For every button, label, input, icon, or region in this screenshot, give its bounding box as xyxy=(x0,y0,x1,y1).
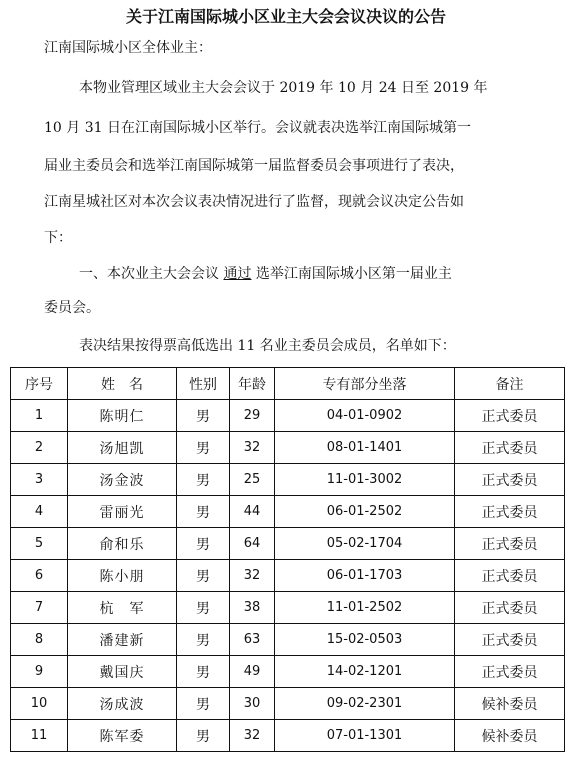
cell-gender: 男 xyxy=(177,432,230,464)
cell-unit: 08-01-1401 xyxy=(275,432,455,464)
cell-name: 戴国庆 xyxy=(68,656,177,688)
header-name: 姓 名 xyxy=(68,368,177,400)
cell-note: 正式委员 xyxy=(455,464,565,496)
cell-note: 候补委员 xyxy=(455,720,565,752)
resolution-prefix: 一、本次业主大会会议 xyxy=(79,266,219,282)
cell-unit: 05-02-1704 xyxy=(275,528,455,560)
table-row xyxy=(11,400,565,432)
page-title: 关于江南国际城小区业主大会会议决议的公告 xyxy=(125,7,446,26)
cell-note: 正式委员 xyxy=(455,496,565,528)
cell-name: 俞和乐 xyxy=(68,528,177,560)
cell-age: 38 xyxy=(230,592,275,624)
cell-gender: 男 xyxy=(177,624,230,656)
cell-index: 8 xyxy=(11,624,68,656)
cell-age: 44 xyxy=(230,496,275,528)
cell-age: 32 xyxy=(230,432,275,464)
cell-age: 25 xyxy=(230,464,275,496)
cell-note: 正式委员 xyxy=(455,400,565,432)
cell-name: 汤旭凯 xyxy=(68,432,177,464)
paragraph-line: 届业主委员会和选举江南国际城第一届监督委员会事项进行了表决， xyxy=(44,158,464,174)
cell-note: 正式委员 xyxy=(455,656,565,688)
cell-index: 6 xyxy=(11,560,68,592)
cell-unit: 04-01-0902 xyxy=(275,400,455,432)
cell-name: 雷丽光 xyxy=(68,496,177,528)
header-gender: 性别 xyxy=(177,368,230,400)
resolution-result: 通过 xyxy=(223,266,252,282)
header-unit: 专有部分坐落 xyxy=(275,368,455,400)
paragraph-line: 下： xyxy=(44,230,72,246)
cell-age: 30 xyxy=(230,688,275,720)
cell-age: 32 xyxy=(230,560,275,592)
cell-note: 候补委员 xyxy=(455,688,565,720)
cell-unit: 06-01-2502 xyxy=(275,496,455,528)
header-note: 备注 xyxy=(455,368,565,400)
cell-note: 正式委员 xyxy=(455,528,565,560)
cell-note: 正式委员 xyxy=(455,624,565,656)
cell-index: 9 xyxy=(11,656,68,688)
table-row xyxy=(11,496,565,528)
resolution-line-2: 委员会。 xyxy=(44,300,100,316)
cell-name: 潘建新 xyxy=(68,624,177,656)
cell-unit: 06-01-1703 xyxy=(275,560,455,592)
cell-gender: 男 xyxy=(177,528,230,560)
table-row xyxy=(11,528,565,560)
cell-gender: 男 xyxy=(177,592,230,624)
cell-unit: 09-02-2301 xyxy=(275,688,455,720)
cell-unit: 07-01-1301 xyxy=(275,720,455,752)
cell-index: 3 xyxy=(11,464,68,496)
table-header-row xyxy=(11,368,565,400)
cell-index: 2 xyxy=(11,432,68,464)
cell-name: 陈军委 xyxy=(68,720,177,752)
cell-gender: 男 xyxy=(177,560,230,592)
cell-gender: 男 xyxy=(177,688,230,720)
cell-unit: 14-02-1201 xyxy=(275,656,455,688)
table-row xyxy=(11,624,565,656)
members-table xyxy=(10,367,565,752)
cell-unit: 11-01-2502 xyxy=(275,592,455,624)
cell-index: 10 xyxy=(11,688,68,720)
cell-note: 正式委员 xyxy=(455,432,565,464)
cell-gender: 男 xyxy=(177,496,230,528)
table-body xyxy=(11,400,565,752)
table-row xyxy=(11,688,565,720)
cell-age: 32 xyxy=(230,720,275,752)
cell-age: 64 xyxy=(230,528,275,560)
cell-unit: 11-01-3002 xyxy=(275,464,455,496)
cell-name: 陈小朋 xyxy=(68,560,177,592)
cell-age: 49 xyxy=(230,656,275,688)
cell-age: 63 xyxy=(230,624,275,656)
cell-note: 正式委员 xyxy=(455,592,565,624)
cell-gender: 男 xyxy=(177,464,230,496)
cell-gender: 男 xyxy=(177,656,230,688)
cell-index: 5 xyxy=(11,528,68,560)
cell-age: 29 xyxy=(230,400,275,432)
cell-index: 7 xyxy=(11,592,68,624)
table-row xyxy=(11,432,565,464)
resolution-suffix: 选举江南国际城小区第一届业主 xyxy=(255,266,452,282)
table-row xyxy=(11,656,565,688)
cell-index: 11 xyxy=(11,720,68,752)
cell-gender: 男 xyxy=(177,720,230,752)
cell-name: 汤金波 xyxy=(68,464,177,496)
cell-gender: 男 xyxy=(177,400,230,432)
resolution-line xyxy=(0,264,572,284)
paragraph-line: 江南星城社区对本次会议表决情况进行了监督，现就会议决定公告如 xyxy=(44,194,464,210)
cell-name: 杭 军 xyxy=(68,592,177,624)
result-intro: 表决结果按得票高低选出 11 名业主委员会成员，名单如下： xyxy=(79,338,456,354)
cell-index: 1 xyxy=(11,400,68,432)
cell-name: 汤成波 xyxy=(68,688,177,720)
paragraph-line: 10 月 31 日在江南国际城小区举行。会议就表决选举江南国际城第一 xyxy=(44,120,471,136)
table-row xyxy=(11,560,565,592)
header-age: 年龄 xyxy=(230,368,275,400)
cell-name: 陈明仁 xyxy=(68,400,177,432)
cell-unit: 15-02-0503 xyxy=(275,624,455,656)
cell-index: 4 xyxy=(11,496,68,528)
salutation: 江南国际城小区全体业主： xyxy=(44,40,212,56)
table-row xyxy=(11,592,565,624)
header-index: 序号 xyxy=(11,368,68,400)
paragraph-line: 本物业管理区域业主大会会议于 2019 年 10 月 24 日至 2019 年 xyxy=(79,80,488,96)
table-row xyxy=(11,720,565,752)
table-row xyxy=(11,464,565,496)
cell-note: 正式委员 xyxy=(455,560,565,592)
